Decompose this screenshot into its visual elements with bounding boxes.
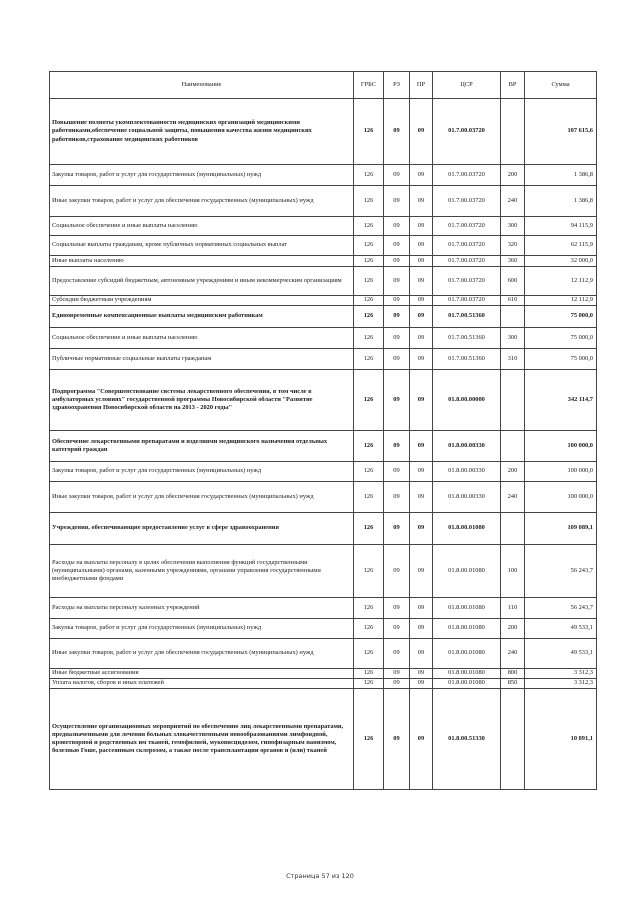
row-name-cell: Повышение полноты укомплектованности медицинских организаций медицинскими работниками,обеспечение социальной защиты, повышения качества жизни медицинских работников,страхование медицинских работников — [50, 99, 354, 165]
table-row — [50, 306, 597, 328]
row-rz-cell: 09 — [384, 669, 410, 679]
row-pr-cell: 09 — [410, 236, 433, 256]
row-name-cell: Субсидии бюджетным учреждениям — [50, 296, 354, 306]
row-rz-cell: 09 — [384, 482, 410, 513]
row-csr-cell: 01.8.00.01080 — [433, 545, 501, 598]
row-csr-cell: 01.7.00.03720 — [433, 267, 501, 296]
row-name-cell: Социальное обеспечение и иные выплаты населению — [50, 328, 354, 349]
row-vr-cell: 360 — [501, 256, 525, 267]
row-vr-cell: 300 — [501, 217, 525, 236]
row-sum-cell: 56 243,7 — [525, 545, 597, 598]
table-row — [50, 669, 597, 679]
row-vr-cell — [501, 513, 525, 545]
row-pr-cell: 09 — [410, 619, 433, 639]
header-vr: ВР — [501, 72, 525, 99]
row-name-cell: Иные выплаты населению — [50, 256, 354, 267]
row-grbs-cell: 126 — [354, 328, 384, 349]
row-sum-cell: 75 000,0 — [525, 328, 597, 349]
row-csr-cell: 01.7.00.03720 — [433, 186, 501, 217]
row-name-cell: Расходы на выплаты персоналу в целях обеспечения выполнения функций государственными (муниципальными) органами, казенными учреждениями, органами управления государственными внебюджетными фондами — [50, 545, 354, 598]
row-sum-cell: 49 533,1 — [525, 639, 597, 669]
header-name: Наименование — [50, 72, 354, 99]
row-vr-cell: 200 — [501, 619, 525, 639]
header-rz: РЗ — [384, 72, 410, 99]
row-grbs-cell: 126 — [354, 256, 384, 267]
row-pr-cell: 09 — [410, 256, 433, 267]
row-rz-cell: 09 — [384, 328, 410, 349]
row-pr-cell: 09 — [410, 99, 433, 165]
row-grbs-cell: 126 — [354, 236, 384, 256]
row-sum-cell: 100 000,0 — [525, 482, 597, 513]
row-rz-cell: 09 — [384, 296, 410, 306]
table-row — [50, 165, 597, 186]
row-vr-cell — [501, 689, 525, 790]
row-vr-cell: 100 — [501, 545, 525, 598]
row-pr-cell: 09 — [410, 462, 433, 482]
table-row — [50, 598, 597, 619]
row-csr-cell: 01.8.00.01080 — [433, 619, 501, 639]
table-row — [50, 679, 597, 689]
row-name-cell: Уплата налогов, сборов и иных платежей — [50, 679, 354, 689]
row-sum-cell: 1 386,8 — [525, 165, 597, 186]
row-grbs-cell: 126 — [354, 619, 384, 639]
row-name-cell: Публичные нормативные социальные выплаты гражданам — [50, 349, 354, 370]
row-grbs-cell: 126 — [354, 370, 384, 431]
row-name-cell: Подпрограмма "Совершенствование системы лекарственного обеспечения, в том числе в амбулаторных условиях" государственной программы Новосибирской области "Развитие здравоохранения Новосибирской области на 2013 - 2020 годы" — [50, 370, 354, 431]
row-vr-cell: 850 — [501, 679, 525, 689]
row-sum-cell: 56 243,7 — [525, 598, 597, 619]
header-grbs: ГРБС — [354, 72, 384, 99]
row-name-cell: Иные закупки товаров, работ и услуг для обеспечения государственных (муниципальных) нужд — [50, 186, 354, 217]
row-grbs-cell: 126 — [354, 598, 384, 619]
table-row — [50, 217, 597, 236]
row-rz-cell: 09 — [384, 689, 410, 790]
row-csr-cell: 01.7.00.51360 — [433, 328, 501, 349]
row-csr-cell: 01.8.00.00330 — [433, 431, 501, 462]
table-row — [50, 296, 597, 306]
row-grbs-cell: 126 — [354, 513, 384, 545]
row-name-cell: Социальные выплаты гражданам, кроме публичных нормативных социальных выплат — [50, 236, 354, 256]
row-sum-cell: 49 533,1 — [525, 619, 597, 639]
row-name-cell: Закупка товаров, работ и услуг для государственных (муниципальных) нужд — [50, 462, 354, 482]
row-vr-cell: 300 — [501, 328, 525, 349]
row-vr-cell: 600 — [501, 267, 525, 296]
table-row — [50, 186, 597, 217]
row-sum-cell: 94 115,9 — [525, 217, 597, 236]
row-vr-cell — [501, 306, 525, 328]
row-rz-cell: 09 — [384, 165, 410, 186]
row-vr-cell — [501, 370, 525, 431]
row-name-cell: Предоставление субсидий бюджетным, автономным учреждениям и иным некоммерческим организациям — [50, 267, 354, 296]
table-row — [50, 545, 597, 598]
row-grbs-cell: 126 — [354, 431, 384, 462]
row-name-cell: Обеспечение лекарственными препаратами и изделиями медицинского назначения отдельных категорий граждан — [50, 431, 354, 462]
row-name-cell: Расходы на выплаты персоналу казенных учреждений — [50, 598, 354, 619]
row-grbs-cell: 126 — [354, 669, 384, 679]
row-grbs-cell: 126 — [354, 679, 384, 689]
row-sum-cell: 10 891,1 — [525, 689, 597, 790]
row-pr-cell: 09 — [410, 598, 433, 619]
row-sum-cell: 12 112,9 — [525, 267, 597, 296]
row-csr-cell: 01.8.00.01080 — [433, 513, 501, 545]
page-number: Страница 57 из 120 — [286, 872, 354, 880]
table-row — [50, 256, 597, 267]
row-grbs-cell: 126 — [354, 296, 384, 306]
row-pr-cell: 09 — [410, 165, 433, 186]
row-csr-cell: 01.8.00.01080 — [433, 639, 501, 669]
table-row — [50, 236, 597, 256]
row-vr-cell — [501, 99, 525, 165]
row-csr-cell: 01.8.00.00000 — [433, 370, 501, 431]
row-pr-cell: 09 — [410, 431, 433, 462]
row-vr-cell: 310 — [501, 349, 525, 370]
table-row — [50, 267, 597, 296]
row-rz-cell: 09 — [384, 370, 410, 431]
row-vr-cell — [501, 431, 525, 462]
row-grbs-cell: 126 — [354, 349, 384, 370]
row-rz-cell: 09 — [384, 349, 410, 370]
row-pr-cell: 09 — [410, 482, 433, 513]
row-sum-cell: 100 000,0 — [525, 431, 597, 462]
row-sum-cell: 109 089,1 — [525, 513, 597, 545]
row-rz-cell: 09 — [384, 679, 410, 689]
row-rz-cell: 09 — [384, 186, 410, 217]
row-name-cell: Единовременные компенсационные выплаты медицинским работникам — [50, 306, 354, 328]
row-vr-cell: 800 — [501, 669, 525, 679]
row-vr-cell: 200 — [501, 165, 525, 186]
row-name-cell: Закупка товаров, работ и услуг для государственных (муниципальных) нужд — [50, 165, 354, 186]
header-sum: Сумма — [525, 72, 597, 99]
budget-table-container — [49, 71, 596, 790]
table-body — [50, 99, 597, 790]
row-name-cell: Иные бюджетные ассигнования — [50, 669, 354, 679]
row-grbs-cell: 126 — [354, 482, 384, 513]
row-pr-cell: 09 — [410, 296, 433, 306]
row-pr-cell: 09 — [410, 267, 433, 296]
row-pr-cell: 09 — [410, 186, 433, 217]
row-vr-cell: 320 — [501, 236, 525, 256]
row-name-cell: Иные закупки товаров, работ и услуг для обеспечения государственных (муниципальных) нужд — [50, 482, 354, 513]
row-grbs-cell: 126 — [354, 186, 384, 217]
table-row — [50, 639, 597, 669]
row-csr-cell: 01.8.00.00330 — [433, 482, 501, 513]
row-name-cell: Социальное обеспечение и иные выплаты населению — [50, 217, 354, 236]
row-vr-cell: 200 — [501, 462, 525, 482]
row-pr-cell: 09 — [410, 328, 433, 349]
row-rz-cell: 09 — [384, 598, 410, 619]
row-name-cell: Учреждения, обеспечивающие предоставление услуг в сфере здравоохранения — [50, 513, 354, 545]
row-grbs-cell: 126 — [354, 639, 384, 669]
row-vr-cell: 240 — [501, 186, 525, 217]
row-grbs-cell: 126 — [354, 545, 384, 598]
row-csr-cell: 01.7.00.03720 — [433, 236, 501, 256]
row-sum-cell: 107 615,6 — [525, 99, 597, 165]
row-sum-cell: 32 000,0 — [525, 256, 597, 267]
row-name-cell: Закупка товаров, работ и услуг для государственных (муниципальных) нужд — [50, 619, 354, 639]
table-row — [50, 482, 597, 513]
table-row — [50, 99, 597, 165]
row-csr-cell: 01.7.00.51360 — [433, 349, 501, 370]
row-pr-cell: 09 — [410, 689, 433, 790]
row-csr-cell: 01.7.00.51360 — [433, 306, 501, 328]
row-rz-cell: 09 — [384, 513, 410, 545]
row-sum-cell: 62 115,9 — [525, 236, 597, 256]
row-sum-cell: 100 000,0 — [525, 462, 597, 482]
row-csr-cell: 01.8.00.01080 — [433, 598, 501, 619]
row-grbs-cell: 126 — [354, 267, 384, 296]
row-csr-cell: 01.8.00.01080 — [433, 679, 501, 689]
row-name-cell: Осуществление организационных мероприятий по обеспечению лиц лекарственными препаратами, предназначенными для лечения больных злокачественными новообразованиями лимфоидной, кроветворной и родственных им тканей, гемофилией, муковисцидозом, гипофизарным нанизмом, болезнью Гоше, рассеянным склерозом, а также после трансплантации органов и (или) тканей — [50, 689, 354, 790]
row-csr-cell: 01.8.00.00330 — [433, 462, 501, 482]
row-pr-cell: 09 — [410, 545, 433, 598]
row-pr-cell: 09 — [410, 349, 433, 370]
row-sum-cell: 342 114,7 — [525, 370, 597, 431]
row-sum-cell: 75 000,0 — [525, 349, 597, 370]
row-grbs-cell: 126 — [354, 217, 384, 236]
row-rz-cell: 09 — [384, 99, 410, 165]
row-sum-cell: 75 000,0 — [525, 306, 597, 328]
row-pr-cell: 09 — [410, 679, 433, 689]
table-row — [50, 328, 597, 349]
row-vr-cell: 240 — [501, 482, 525, 513]
table-header-row — [50, 72, 597, 99]
row-name-cell: Иные закупки товаров, работ и услуг для обеспечения государственных (муниципальных) нужд — [50, 639, 354, 669]
header-pr: ПР — [410, 72, 433, 99]
row-pr-cell: 09 — [410, 306, 433, 328]
row-rz-cell: 09 — [384, 256, 410, 267]
table-row — [50, 619, 597, 639]
table-row — [50, 349, 597, 370]
row-vr-cell: 240 — [501, 639, 525, 669]
row-csr-cell: 01.7.00.03720 — [433, 99, 501, 165]
row-rz-cell: 09 — [384, 236, 410, 256]
table-row — [50, 462, 597, 482]
row-sum-cell: 1 386,8 — [525, 186, 597, 217]
row-rz-cell: 09 — [384, 545, 410, 598]
table-row — [50, 689, 597, 790]
row-pr-cell: 09 — [410, 370, 433, 431]
table-row — [50, 513, 597, 545]
row-csr-cell: 01.8.00.01080 — [433, 669, 501, 679]
row-rz-cell: 09 — [384, 619, 410, 639]
row-pr-cell: 09 — [410, 669, 433, 679]
row-vr-cell: 110 — [501, 598, 525, 619]
row-rz-cell: 09 — [384, 462, 410, 482]
row-rz-cell: 09 — [384, 306, 410, 328]
row-grbs-cell: 126 — [354, 99, 384, 165]
row-grbs-cell: 126 — [354, 306, 384, 328]
table-row — [50, 431, 597, 462]
row-grbs-cell: 126 — [354, 689, 384, 790]
row-rz-cell: 09 — [384, 639, 410, 669]
row-pr-cell: 09 — [410, 513, 433, 545]
row-rz-cell: 09 — [384, 267, 410, 296]
row-sum-cell: 3 312,3 — [525, 679, 597, 689]
row-grbs-cell: 126 — [354, 462, 384, 482]
row-csr-cell: 01.7.00.03720 — [433, 256, 501, 267]
row-rz-cell: 09 — [384, 217, 410, 236]
row-rz-cell: 09 — [384, 431, 410, 462]
row-csr-cell: 01.7.00.03720 — [433, 296, 501, 306]
budget-table — [49, 71, 597, 790]
row-csr-cell: 01.7.00.03720 — [433, 165, 501, 186]
row-vr-cell: 610 — [501, 296, 525, 306]
row-pr-cell: 09 — [410, 217, 433, 236]
row-csr-cell: 01.7.00.03720 — [433, 217, 501, 236]
header-csr: ЦСР — [433, 72, 501, 99]
table-row — [50, 370, 597, 431]
row-csr-cell: 01.8.00.51330 — [433, 689, 501, 790]
row-grbs-cell: 126 — [354, 165, 384, 186]
row-sum-cell: 3 312,3 — [525, 669, 597, 679]
row-sum-cell: 12 112,9 — [525, 296, 597, 306]
row-pr-cell: 09 — [410, 639, 433, 669]
